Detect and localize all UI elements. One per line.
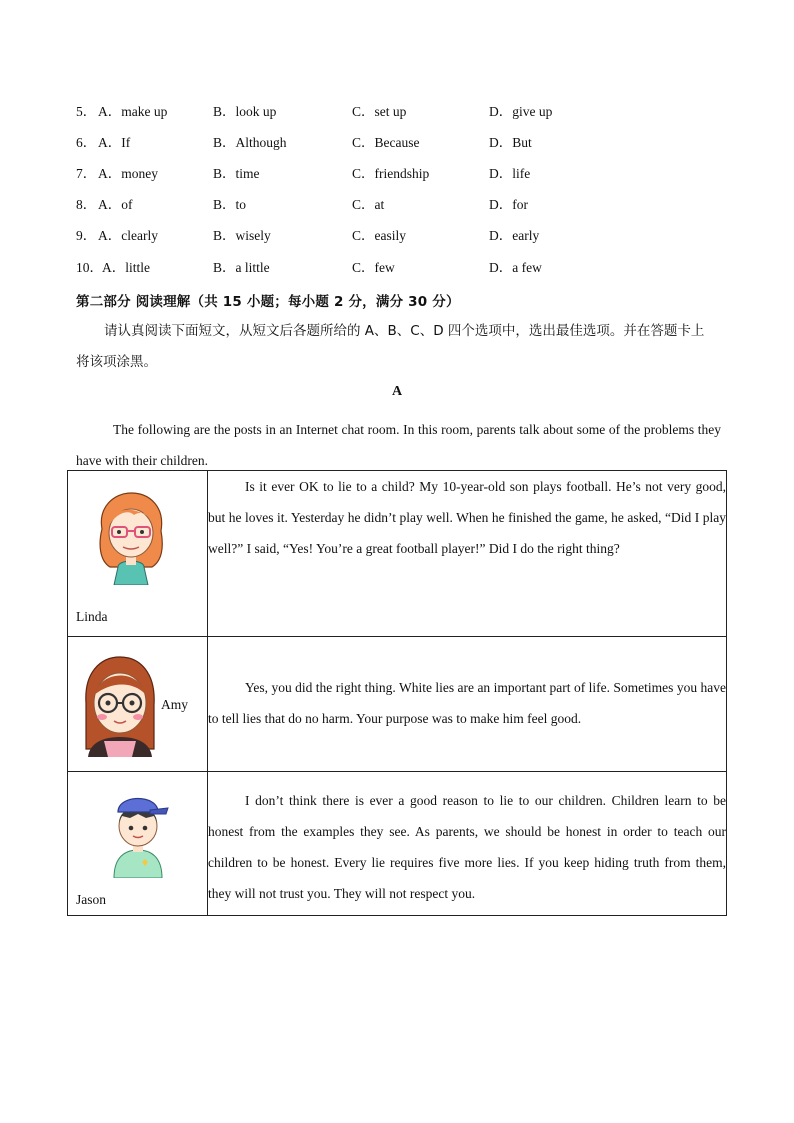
poster-name: Amy	[161, 697, 188, 712]
option-c[interactable]: C．set up	[352, 104, 407, 119]
question-number: 10．	[76, 260, 103, 275]
post-text-cell	[208, 772, 727, 916]
option-d[interactable]: D．life	[489, 166, 531, 181]
option-c[interactable]: C．easily	[352, 228, 406, 243]
question-number: 8．	[76, 197, 97, 212]
post-row-linda	[68, 471, 727, 637]
option-a[interactable]: A．little	[102, 260, 150, 275]
option-c[interactable]: C．friendship	[352, 166, 430, 181]
avatar-cell	[68, 637, 208, 772]
option-b[interactable]: B．a little	[213, 260, 270, 275]
avatar-cell	[68, 772, 208, 916]
option-a[interactable]: A．of	[98, 197, 133, 212]
section-instruction-line2: 将该项涂黑。	[76, 354, 157, 370]
poster-name: Jason	[76, 892, 106, 907]
avatar-cell	[68, 471, 208, 637]
option-d[interactable]: D．for	[489, 197, 528, 212]
option-b[interactable]: B．look up	[213, 104, 277, 119]
post-text: I don’t think there is ever a good reason to lie to our children. Children learn to be honest from the examples they see. As parents, we should be honest in order to teach our children to be honest. Every lie requires five more lies. If you keep hiding truth from them, they will not trust you. They will not respect you.	[208, 793, 726, 901]
linda-avatar	[90, 489, 172, 585]
option-a[interactable]: A．If	[98, 135, 131, 150]
section-instruction-line1: 请认真阅读下面短文，从短文后各题所给的 A、B、C、D 四个选项中，选出最佳选项。并在答题卡上	[104, 323, 705, 339]
option-b[interactable]: B．wisely	[213, 228, 271, 243]
option-d[interactable]: D．give up	[489, 104, 553, 119]
section-title: 第二部分 阅读理解（共 15 小题；每小题 2 分，满分 30 分）	[76, 294, 460, 310]
passage-intro: The following are the posts in an Internet chat room. In this room, parents talk about some of the problems they have with their children.	[76, 422, 721, 468]
option-c[interactable]: C．few	[352, 260, 395, 275]
option-a[interactable]: A．clearly	[98, 228, 158, 243]
question-number: 5．	[76, 104, 97, 119]
option-d[interactable]: D．a few	[489, 260, 542, 275]
passage-letter: A	[391, 384, 403, 399]
option-b[interactable]: B．to	[213, 197, 247, 212]
option-a[interactable]: A．money	[98, 166, 158, 181]
poster-name: Linda	[76, 609, 108, 624]
option-c[interactable]: C．at	[352, 197, 385, 212]
post-text: Is it ever OK to lie to a child? My 10-year-old son plays football. He’s not very good, but he loves it. Yesterday he didn’t play well. When he finished the game, he asked, “Did I play well?” I said, “Yes! You’re a great football player!” Did I do the right thing?	[208, 479, 726, 556]
post-row-amy	[68, 637, 727, 772]
amy-avatar	[78, 653, 160, 757]
question-number: 7．	[76, 166, 97, 181]
post-text-cell	[208, 637, 727, 772]
option-c[interactable]: C．Because	[352, 135, 420, 150]
post-text: Yes, you did the right thing. White lies are an important part of life. Sometimes you have to tell lies that do no harm. Your purpose was to make him feel good.	[208, 680, 726, 726]
post-text-cell	[208, 471, 727, 637]
question-number: 6．	[76, 135, 97, 150]
question-number: 9．	[76, 228, 97, 243]
option-b[interactable]: B．time	[213, 166, 260, 181]
option-d[interactable]: D．But	[489, 135, 532, 150]
option-d[interactable]: D．early	[489, 228, 540, 243]
post-row-jason	[68, 772, 727, 916]
option-a[interactable]: A．make up	[98, 104, 168, 119]
posts-table	[67, 470, 727, 916]
option-b[interactable]: B．Although	[213, 135, 287, 150]
jason-avatar	[106, 782, 170, 878]
